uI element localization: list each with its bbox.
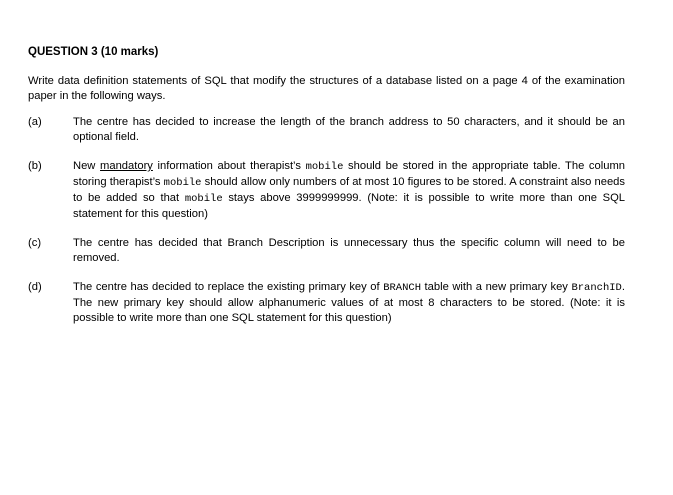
- item-label: (d): [28, 281, 42, 293]
- underlined-word: mandatory: [100, 160, 153, 172]
- item-text: [73, 159, 625, 222]
- item-text-part: information about therapist’s: [152, 160, 306, 172]
- item-text: The centre has decided that Branch Description is unnecessary thus the specific column will need to be removed.: [73, 237, 625, 264]
- item-text: [73, 280, 625, 326]
- question-intro: Write data definition statements of SQL that modify the structures of a database listed on a page 4 of the examination paper in the following ways.: [28, 75, 625, 102]
- question-item-b: [28, 159, 625, 222]
- question-item-c: [28, 236, 625, 266]
- question-document: [28, 45, 625, 340]
- item-text-part: should be stored in the appropriate table. The column storing therapist’s: [73, 160, 625, 188]
- code-term: mobile: [305, 161, 344, 173]
- item-text-part: The centre has decided to replace the existing primary key of: [73, 281, 384, 293]
- code-term: mobile: [163, 177, 202, 189]
- item-text-part: table with a new primary key: [421, 281, 572, 293]
- code-term: mobile: [184, 193, 223, 205]
- item-label: (a): [28, 116, 42, 128]
- code-term: BranchID: [571, 282, 622, 294]
- code-term: BRANCH: [383, 282, 421, 294]
- item-text-part: . The new primary key should allow alphanumeric values of at most 8 characters to be stored. (Note: it is possible to write more than one SQL statement for this question): [73, 281, 625, 324]
- item-label: (c): [28, 237, 42, 249]
- question-item-a: [28, 115, 625, 145]
- question-items: [28, 115, 625, 326]
- question-item-d: [28, 280, 625, 326]
- item-label: (b): [28, 160, 42, 172]
- item-text-part: should allow only numbers of at most 10 figures to be stored. A constraint also needs to be added so that: [73, 176, 625, 204]
- item-text: The centre has decided to increase the length of the branch address to 50 characters, and it should be an optional field.: [73, 116, 625, 143]
- question-heading: QUESTION 3 (10 marks): [28, 46, 159, 58]
- item-text-part: New: [73, 160, 101, 172]
- item-text-part: stays above 3999999999. (Note: it is possible to write more than one SQL statement for this question): [73, 192, 626, 220]
